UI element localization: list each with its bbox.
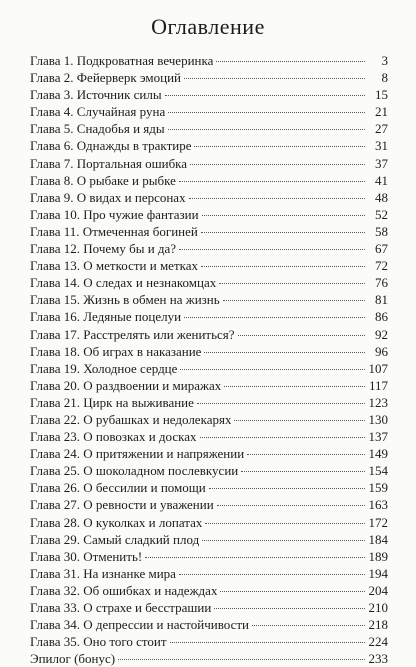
toc-entry: [30, 514, 388, 531]
toc-entry: [30, 548, 388, 565]
toc-entry-page-number: 96: [375, 343, 388, 359]
toc-entry-label: Глава 28. О куколках и лопатах: [30, 514, 203, 530]
toc-entry-label: Глава 8. О рыбаке и рыбке: [30, 172, 176, 188]
dot-leader: [179, 574, 365, 575]
toc-entry: [30, 462, 388, 479]
toc-entry: [30, 650, 388, 667]
toc-entry-label: Глава 5. Снадобья и яды: [30, 121, 165, 137]
toc-entry: [30, 479, 388, 496]
dot-leader: [216, 61, 365, 62]
toc-entry-label: Глава 16. Ледяные поцелуи: [30, 309, 182, 325]
toc-entry: [30, 565, 388, 582]
toc-entry-page-number: 137: [368, 429, 388, 445]
toc-entry: [30, 189, 388, 206]
toc-entry-label: Глава 30. Отменить!: [30, 548, 143, 564]
toc-entry-page-number: 184: [368, 531, 388, 547]
toc-entry: [30, 240, 388, 257]
toc-entry: [30, 206, 388, 223]
toc-entry: [30, 257, 388, 274]
toc-entry-page-number: 130: [368, 411, 388, 427]
toc-entry-label: Глава 15. Жизнь в обмен на жизнь: [30, 292, 220, 308]
toc-entry-page-number: 194: [368, 565, 388, 581]
toc-entry-page-number: 76: [375, 275, 388, 291]
toc-entry: [30, 428, 388, 445]
toc-entry: [30, 274, 388, 291]
toc-entry-page-number: 92: [375, 326, 388, 342]
toc-entry-label: Глава 3. Источник силы: [30, 87, 162, 103]
toc-entry-page-number: 81: [375, 292, 388, 308]
toc-entry-label: Глава 24. О притяжении и напряжении: [30, 446, 245, 462]
toc-entry-label: Глава 6. Однажды в трактире: [30, 138, 192, 154]
toc-entry-label: Глава 29. Самый сладкий плод: [30, 531, 200, 547]
toc-entry-page-number: 204: [368, 582, 388, 598]
toc-entry: [30, 103, 388, 120]
toc-entry-label: Глава 21. Цирк на выживание: [30, 394, 194, 410]
toc-entry-page-number: 233: [368, 651, 388, 667]
toc-entry-page-number: 67: [375, 241, 388, 257]
toc-entry-label: Глава 26. О бессилии и помощи: [30, 480, 206, 496]
toc-entry-page-number: 163: [368, 497, 388, 513]
toc-entry-page-number: 21: [375, 104, 388, 120]
dot-leader: [200, 437, 365, 438]
toc-entry-page-number: 154: [368, 463, 388, 479]
toc-entry-label: Глава 13. О меткости и метках: [30, 258, 199, 274]
toc-entry: [30, 343, 388, 360]
dot-leader: [179, 249, 365, 250]
dot-leader: [184, 317, 365, 318]
toc-entry-page-number: 210: [368, 600, 388, 615]
dot-leader: [247, 454, 365, 455]
toc-entry-label: Глава 23. О повозках и досках: [30, 429, 197, 445]
toc-entry: [30, 582, 388, 599]
toc-entry-label: Глава 9. О видах и персонах: [30, 189, 186, 205]
dot-leader: [223, 300, 365, 301]
toc-entry-page-number: 15: [375, 87, 388, 103]
toc-entry-label: Глава 1. Подкроватная вечеринка: [30, 53, 214, 68]
toc-entry-label: Глава 19. Холодное сердце: [30, 360, 178, 376]
toc-entry-label: Глава 17. Расстрелять или жениться?: [30, 326, 235, 342]
table-of-contents: [30, 52, 388, 667]
toc-entry: [30, 531, 388, 548]
toc-entry-label: Глава 25. О шоколадном послевкусии: [30, 463, 239, 479]
toc-entry: [30, 633, 388, 650]
toc-entry: [30, 172, 388, 189]
dot-leader: [168, 112, 365, 113]
toc-entry: [30, 445, 388, 462]
dot-leader: [179, 181, 365, 182]
toc-entry-page-number: 117: [368, 377, 388, 393]
toc-entry: [30, 120, 388, 137]
toc-entry-label: Глава 14. О следах и незнакомцах: [30, 275, 217, 291]
toc-entry-page-number: 41: [375, 172, 388, 188]
dot-leader: [252, 625, 365, 626]
dot-leader: [224, 386, 365, 387]
dot-leader: [165, 95, 365, 96]
toc-entry-label: Глава 31. На изнанке мира: [30, 565, 176, 581]
toc-entry: [30, 411, 388, 428]
toc-entry: [30, 86, 388, 103]
dot-leader: [202, 540, 365, 541]
toc-entry-page-number: 58: [375, 223, 388, 239]
toc-entry-page-number: 37: [375, 155, 388, 171]
dot-leader: [190, 164, 365, 165]
dot-leader: [118, 659, 365, 660]
toc-entry: [30, 291, 388, 308]
dot-leader: [205, 523, 365, 524]
toc-entry-page-number: 159: [368, 480, 388, 496]
dot-leader: [214, 608, 365, 609]
toc-entry-label: Глава 34. О депрессии и настойчивости: [30, 617, 250, 633]
toc-entry: [30, 616, 388, 633]
toc-entry-page-number: 189: [368, 548, 388, 564]
dot-leader: [168, 129, 365, 130]
toc-entry-label: Глава 11. Отмеченная богиней: [30, 223, 198, 239]
toc-entry: [30, 496, 388, 513]
toc-entry-label: Глава 27. О ревности и уважении: [30, 497, 214, 513]
toc-entry-label: Глава 12. Почему бы и да?: [30, 241, 177, 257]
toc-entry-page-number: 8: [381, 70, 388, 86]
toc-entry-label: Глава 22. О рубашках и недолекарях: [30, 411, 232, 427]
toc-entry-page-number: 31: [375, 138, 388, 154]
toc-entry-page-number: 52: [375, 206, 388, 222]
dot-leader: [209, 488, 365, 489]
dot-leader: [234, 420, 365, 421]
dot-leader: [219, 283, 365, 284]
dot-leader: [201, 232, 365, 233]
dot-leader: [204, 352, 365, 353]
toc-entry: [30, 394, 388, 411]
dot-leader: [241, 471, 365, 472]
toc-entry-page-number: 224: [368, 634, 388, 650]
dot-leader: [189, 198, 365, 199]
dot-leader: [170, 642, 365, 643]
page-title: Оглавление: [151, 14, 265, 39]
toc-entry-page-number: 107: [368, 360, 388, 376]
toc-entry-page-number: 3: [381, 53, 388, 68]
toc-entry-page-number: 149: [368, 446, 388, 462]
dot-leader: [202, 215, 365, 216]
dot-leader: [194, 146, 365, 147]
toc-entry: [30, 326, 388, 343]
toc-entry: [30, 599, 388, 616]
toc-entry-page-number: 86: [375, 309, 388, 325]
toc-entry-label: Глава 20. О раздвоении и миражах: [30, 377, 222, 393]
toc-entry-page-number: 123: [368, 394, 388, 410]
dot-leader: [145, 557, 365, 558]
toc-entry-label: Глава 10. Про чужие фантазии: [30, 206, 199, 222]
toc-entry: [30, 308, 388, 325]
toc-entry-label: Глава 4. Случайная руна: [30, 104, 166, 120]
toc-entry-label: Эпилог (бонус): [30, 651, 116, 667]
dot-leader: [220, 591, 365, 592]
toc-entry: [30, 52, 388, 69]
dot-leader: [238, 335, 365, 336]
dot-leader: [201, 266, 365, 267]
toc-entry-label: Глава 2. Фейерверк эмоций: [30, 70, 182, 86]
toc-entry-page-number: 172: [368, 514, 388, 530]
dot-leader: [197, 403, 365, 404]
toc-entry-page-number: 218: [368, 617, 388, 633]
toc-entry: [30, 377, 388, 394]
toc-entry-page-number: 27: [375, 121, 388, 137]
toc-entry-page-number: 48: [375, 189, 388, 205]
dot-leader: [184, 78, 365, 79]
toc-entry-page-number: 72: [375, 258, 388, 274]
dot-leader: [217, 505, 365, 506]
toc-entry-label: Глава 32. Об ошибках и надеждах: [30, 582, 218, 598]
dot-leader: [180, 369, 365, 370]
toc-entry: [30, 155, 388, 172]
toc-entry-label: Глава 33. О страхе и бесстрашии: [30, 600, 212, 615]
toc-entry-label: Глава 18. Об играх в наказание: [30, 343, 202, 359]
toc-entry-label: Глава 35. Оно того стоит: [30, 634, 167, 650]
toc-entry-label: Глава 7. Портальная ошибка: [30, 155, 188, 171]
toc-entry: [30, 69, 388, 86]
toc-entry: [30, 223, 388, 240]
toc-entry: [30, 137, 388, 154]
toc-entry: [30, 360, 388, 377]
